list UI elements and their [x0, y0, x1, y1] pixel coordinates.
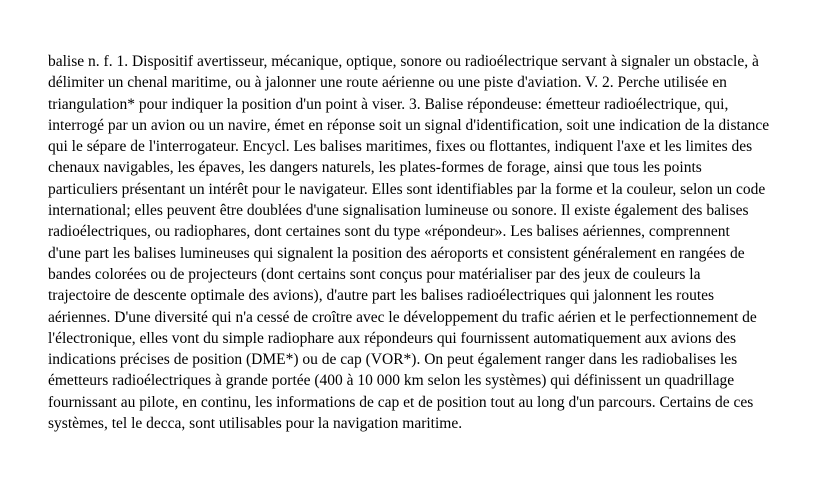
text-line: triangulation* pour indiquer la position d'un point à viser. 3. Balise répondeuse: émetteur radioélectrique, qui,: [48, 95, 729, 113]
text-line: trajectoire de descente optimale des avions), d'autre part les balises radioélectriques qui jalonnent les routes: [48, 287, 715, 305]
text-line: qui le sépare de l'interrogateur. Encycl. Les balises maritimes, fixes ou flottantes, indiquent l'axe et les limites des: [48, 138, 753, 156]
text-line: interrogé par un avion ou un navire, émet en réponse soit un signal d'identification, soit une indication de la distance: [48, 116, 770, 134]
text-line: balise n. f. 1. Dispositif avertisseur, mécanique, optique, sonore ou radioélectrique servant à signaler un obstacle, à: [48, 53, 759, 70]
text-line: d'une part les balises lumineuses qui signalent la position des aéroports et consistent généralement en rangées de: [48, 244, 745, 262]
text-line: international; elles peuvent être doublées d'une signalisation lumineuse ou sonore. Il existe également des balises: [48, 202, 749, 220]
text-line: chenaux navigables, les épaves, les dangers naturels, les plates-formes de forage, ainsi que tous les points: [48, 159, 702, 177]
dictionary-entry-text: [48, 51, 804, 434]
text-line: radioélectriques, ou radiophares, dont certaines sont du type «répondeur». Les balises aériennes, comprennent: [48, 223, 730, 241]
text-line: particuliers présentant un intérêt pour le navigateur. Elles sont identifiables par la forme et la couleur, selon un code: [48, 180, 766, 198]
text-line: émetteurs radioélectriques à grande portée (400 à 10 000 km selon les systèmes) qui définissent un quadrillage: [48, 372, 735, 390]
text-line: systèmes, tel le decca, sont utilisables pour la navigation maritime.: [48, 415, 463, 433]
text-line: indications précises de position (DME*) ou de cap (VOR*). On peut également ranger dans les radiobalises les: [48, 351, 738, 369]
text-line: bandes colorées ou de projecteurs (dont certains sont conçus pour matérialiser par des jeux de couleurs la: [48, 265, 701, 283]
text-line: délimiter un chenal maritime, ou à jalonner une route aérienne ou une piste d'aviation. V. 2. Perche utilisée en: [48, 74, 727, 92]
text-line: fournissant au pilote, en continu, les informations de cap et de position tout au long d'un parcours. Certains de ces: [48, 393, 754, 411]
text-line: l'électronique, elles vont du simple radiophare aux répondeurs qui fournissent automatiquement aux avions des: [48, 329, 737, 347]
text-line: aériennes. D'une diversité qui n'a cessé de croître avec le développement du trafic aérien et le perfectionnement de: [48, 308, 757, 326]
